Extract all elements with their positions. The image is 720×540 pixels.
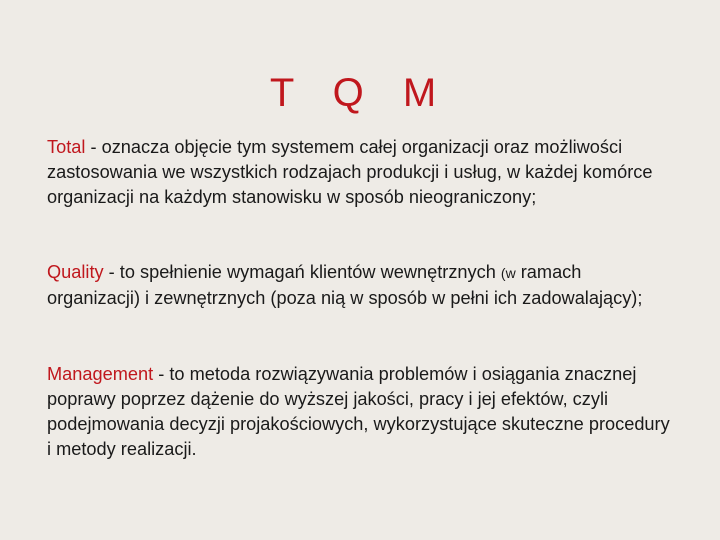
term-management: Management (47, 364, 154, 384)
dash: - (85, 137, 102, 157)
term-quality: Quality (47, 262, 104, 282)
definition-management (47, 362, 677, 462)
definition-total (47, 135, 677, 210)
definition-text: oznacza objęcie tym systemem całej organizacji oraz możliwości zastosowania we wszystkich rodzajach produkcji i usług, w każdej komórce organizacji na każdym stanowisku w sposób nieograniczony; (47, 137, 653, 207)
definition-quality (47, 260, 677, 311)
definition-text-small: (w (500, 265, 516, 281)
slide-title: T Q M (269, 70, 451, 115)
definition-text: to metoda rozwiązywania problemów i osiągania znacznej poprawy poprzez dążenie do wyższej jakości, pracy i jej efektów, czyli podejmowania decyzji projakościowych, wykorzystujące skuteczne procedury i metody realizacji. (47, 364, 670, 459)
dash: - (103, 262, 120, 282)
definition-text-continued: ramach organizacji) i zewnętrznych (poza nią w sposób w pełni ich zadowalający); (47, 262, 643, 308)
term-total: Total (47, 137, 86, 157)
definition-text: to spełnienie wymagań klientów wewnętrznych (119, 262, 501, 282)
dash: - (153, 364, 170, 384)
